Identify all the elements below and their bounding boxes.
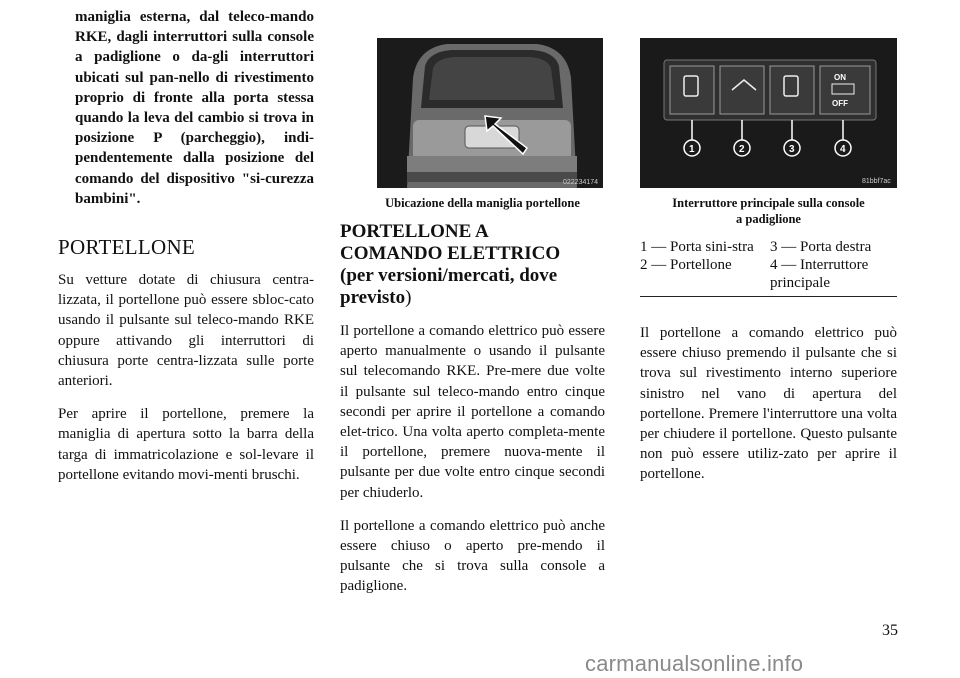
section-heading-portellone: PORTELLONE [58, 235, 196, 260]
legend-row [640, 256, 897, 292]
caption-line: a padiglione [736, 212, 801, 226]
column-left [58, 0, 314, 485]
figure-liftgate-handle [377, 38, 603, 188]
heading-paren: ) [405, 287, 412, 308]
paragraph: Il portellone a comando elettrico può essere chiuso premendo il pulsante che si trova sul rivestimento interno superiore sinistro nel vano di apertura del portellone. Premere l'interruttore una volta per chiudere il portellone. Questo pulsante non può essere utiliz-zato per aprire il portellone. [640, 325, 897, 483]
paragraph: Per aprire il portellone, premere la maniglia di apertura sotto la barra della targa di immatricolazione e sol-levare il portellone evitando movi-menti bruschi. [58, 406, 314, 483]
on-label: ON [834, 73, 846, 82]
figure-code: 81bbf7ac [862, 178, 891, 185]
heading-line: PORTELLONE A [340, 221, 489, 242]
off-label: OFF [832, 99, 848, 108]
heading-line: (per versioni/mercati, dove [340, 265, 558, 286]
figure-caption: Ubicazione della maniglia portellone [385, 196, 580, 210]
figure-caption [640, 195, 897, 227]
legend-row [640, 238, 897, 256]
heading-line: previsto [340, 287, 406, 308]
paragraph: Su vetture dotate di chiusura centra-lizzata, il portellone può essere sbloc-cato usando il pulsante sul teleco-mando RKE oppure attivando gli interruttori di chiusura porte centra-lizzata sulle porte anteriori. [58, 272, 314, 390]
caption-line: Interruttore principale sulla console [672, 196, 865, 210]
watermark: carmanualsonline.info [585, 651, 804, 676]
callout-label: 4 [840, 144, 846, 155]
callout-label: 2 [739, 144, 745, 155]
callout-label: 1 [689, 144, 695, 155]
heading-line: COMANDO ELETTRICO [340, 243, 561, 264]
figure-code: 022234174 [563, 179, 599, 186]
column-right [640, 0, 897, 485]
legend-cell: 3 — Porta destra [770, 239, 872, 255]
column-middle [340, 0, 605, 597]
legend-cell: 1 — Porta sini-stra [640, 239, 754, 255]
intro-paragraph: maniglia esterna, dal teleco-mando RKE, dagli interruttori sulla console a padiglione o da-gli interruttori ubicati sul pan-nello di rivestimento proprio di fronte alla porta stessa quando la leva del cambio si trova in posizione P (parcheggio), indi-pendentemente dalla posizione del comando del dispositivo "si-curezza bambini". [75, 9, 314, 207]
figure-overhead-console [640, 38, 897, 188]
liftgate-photo [377, 38, 603, 188]
legend-cell: 2 — Portellone [640, 257, 732, 273]
paragraph: Il portellone a comando elettrico può essere aperto manualmente o usando il pulsante sul telecomando RKE. Pre-mere due volte il pulsante sul teleco-mando entro cinque secondi per aprire il portellone a comando elet-trico. Una volta aperto completa-mente il portellone, premere nuova-mente il pulsante per due volte entro cinque secondi per chiuderlo. [340, 323, 605, 501]
paragraph: Il portellone a comando elettrico può anche essere chiuso o aperto pre-mendo il pulsante che si trova sulla console a padiglione. [340, 517, 605, 595]
section-heading-power-liftgate [340, 221, 605, 309]
callout-label: 3 [789, 144, 795, 155]
legend-cell: 4 — Interruttore principale [770, 257, 869, 291]
console-photo [640, 38, 897, 188]
legend-table [640, 238, 897, 297]
page-number: 35 [882, 622, 898, 639]
